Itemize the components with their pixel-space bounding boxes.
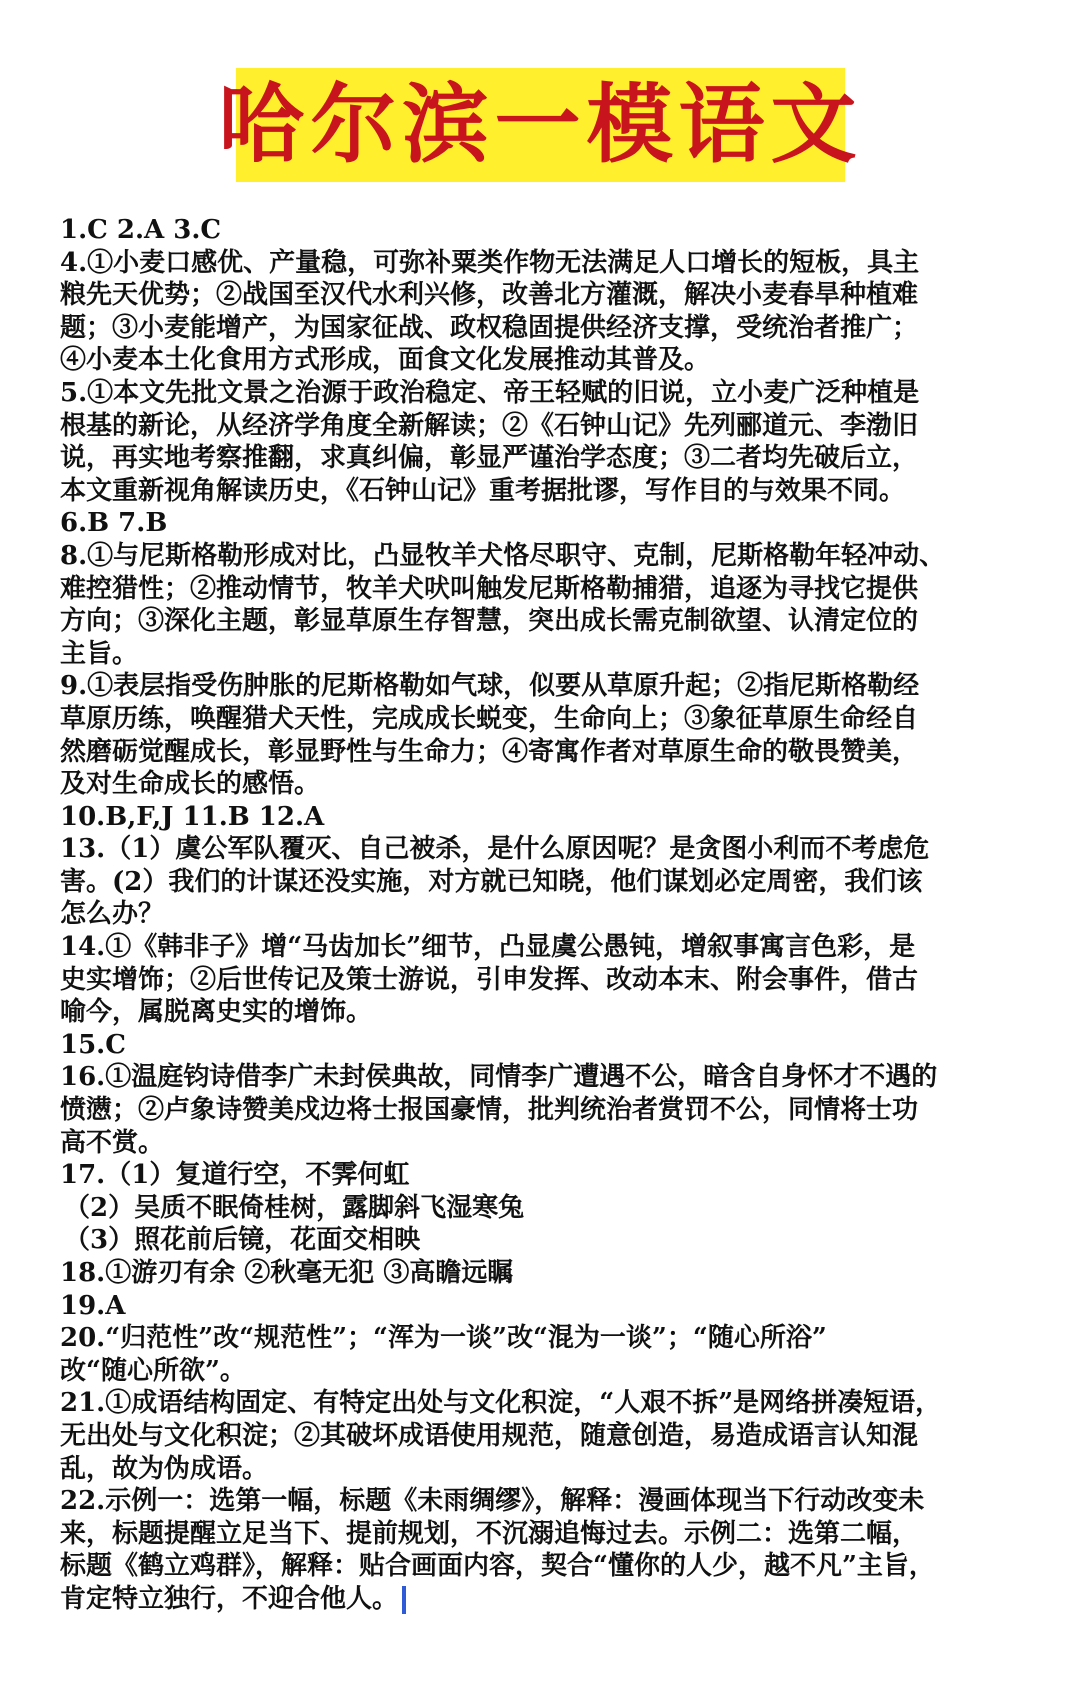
- answer-line: 及对生命成长的感悟。: [60, 769, 321, 800]
- answer-line: 喻今，属脱离史实的增饰。: [60, 997, 373, 1028]
- title-banner: [218, 68, 863, 182]
- answer-line: 草原历练，唤醒猎犬天性，完成成长蜕变，生命向上；③象征草原生命经自: [60, 703, 919, 734]
- answer-line: 史实增饰；②后世传记及策士游说，引申发挥、改动本末、附会事件，借古: [60, 964, 919, 995]
- answer-line: 题；③小麦能增产，为国家征战、政权稳固提供经济支撑，受统治者推广；: [60, 312, 919, 343]
- answer-line: （2）吴质不眠倚桂树，露脚斜飞湿寒兔: [64, 1192, 525, 1223]
- answer-line: 10.B,F,J 11.B 12.A: [60, 801, 325, 832]
- answer-line: 13.（1）虞公军队覆灭、自己被杀，是什么原因呢？是贪图小利而不考虑危: [60, 834, 930, 865]
- answer-line: 14.①《韩非子》增“马齿加长”细节，凸显虞公愚钝，增叙事寓言色彩，是: [60, 932, 916, 963]
- answer-line: 乱，故为伪成语。: [60, 1453, 269, 1484]
- answer-line: 8.①与尼斯格勒形成对比，凸显牧羊犬恪尽职守、克制，尼斯格勒年轻冲动、: [60, 540, 946, 571]
- answer-line: 来，标题提醒立足当下、提前规划，不沉溺追悔过去。示例二：选第二幅，: [60, 1518, 919, 1549]
- answer-line: 4.①小麦口感优、产量稳，可弥补粟类作物无法满足人口增长的短板，具主: [60, 247, 920, 278]
- answer-line: 17.（1）复道行空，不霁何虹: [60, 1160, 410, 1191]
- answer-line: 粮先天优势；②战国至汉代水利兴修，改善北方灌溉，解决小麦春旱种植难: [60, 280, 919, 311]
- answer-line: 21.①成语结构固定、有特定出处与文化积淀，“人艰不拆”是网络拼凑短语，: [60, 1388, 942, 1419]
- answer-line: 害。(2）我们的计谋还没实施，对方就已知晓，他们谋划必定周密，我们该: [60, 866, 923, 897]
- text-cursor: [402, 1586, 406, 1614]
- answer-line: （3）照花前后镜，花面交相映: [64, 1225, 421, 1256]
- answer-line: 难控猎性；②推动情节，牧羊犬吠叫触发尼斯格勒捕猎，追逐为寻找它提供: [60, 573, 919, 604]
- answer-line: 16.①温庭钧诗借李广未封侯典故，同情李广遭遇不公，暗含自身怀才不遇的: [60, 1062, 938, 1093]
- answer-line: 根基的新论，从经济学角度全新解读；②《石钟山记》先列郦道元、李渤旧: [60, 410, 919, 441]
- answer-line: 主旨。: [60, 638, 139, 669]
- answer-line: 18.①游刃有余 ②秋毫无犯 ③高瞻远瞩: [60, 1258, 514, 1288]
- answer-line: 9.①表层指受伤肿胀的尼斯格勒如气球，似要从草原升起；②指尼斯格勒经: [60, 671, 920, 702]
- answer-line: 15.C: [60, 1029, 126, 1060]
- answer-line: ④小麦本土化食用方式形成，面食文化发展推动其普及。: [60, 345, 711, 376]
- answer-line: 5.①本文先批文景之治源于政治稳定、帝王轻赋的旧说，立小麦广泛种植是: [60, 377, 920, 408]
- answer-line: 标题《鹤立鸡群》，解释：贴合画面内容，契合“懂你的人少，越不凡”主旨，: [60, 1551, 935, 1582]
- answer-line: 高不赏。: [60, 1127, 165, 1158]
- answer-line: 肯定特立独行，不迎合他人。: [60, 1583, 1025, 1616]
- answer-line: 说，再实地考察推翻，求真纠偏，彰显严谨治学态度；③二者均先破后立，: [60, 443, 919, 474]
- answer-line: 19.A: [60, 1290, 126, 1321]
- answer-line: 愤懑；②卢象诗赞美戍边将士报国豪情，批判统治者赏罚不公，同情将士功: [60, 1095, 919, 1126]
- answer-line: 本文重新视角解读历史，《石钟山记》重考据批谬，写作目的与效果不同。: [60, 475, 906, 506]
- answer-line: 20.“归范性”改“规范性”；“浑为一谈”改“混为一谈”；“随心所浴”: [60, 1323, 827, 1354]
- answer-line: 然磨砺觉醒成长，彰显野性与生命力；④寄寓作者对草原生命的敬畏赞美，: [60, 736, 919, 767]
- answer-line: 1.C 2.A 3.C: [60, 215, 222, 245]
- answer-line: 无出处与文化积淀；②其破坏成语使用规范，随意创造，易造成语言认知混: [60, 1420, 919, 1451]
- answer-line: 22.示例一：选第一幅，标题《未雨绸缪》，解释：漫画体现当下行动改变未: [60, 1486, 925, 1517]
- answer-line: 方向；③深化主题，彰显草原生存智慧，突出成长需克制欲望、认清定位的: [60, 606, 919, 637]
- answer-line: 6.B 7.B: [60, 508, 168, 539]
- answer-line: 改“随心所欲”。: [60, 1355, 246, 1386]
- answer-line: 怎么办？: [60, 899, 165, 930]
- answer-list: [60, 214, 1025, 1616]
- page-title: 哈尔滨一模语文: [218, 74, 863, 175]
